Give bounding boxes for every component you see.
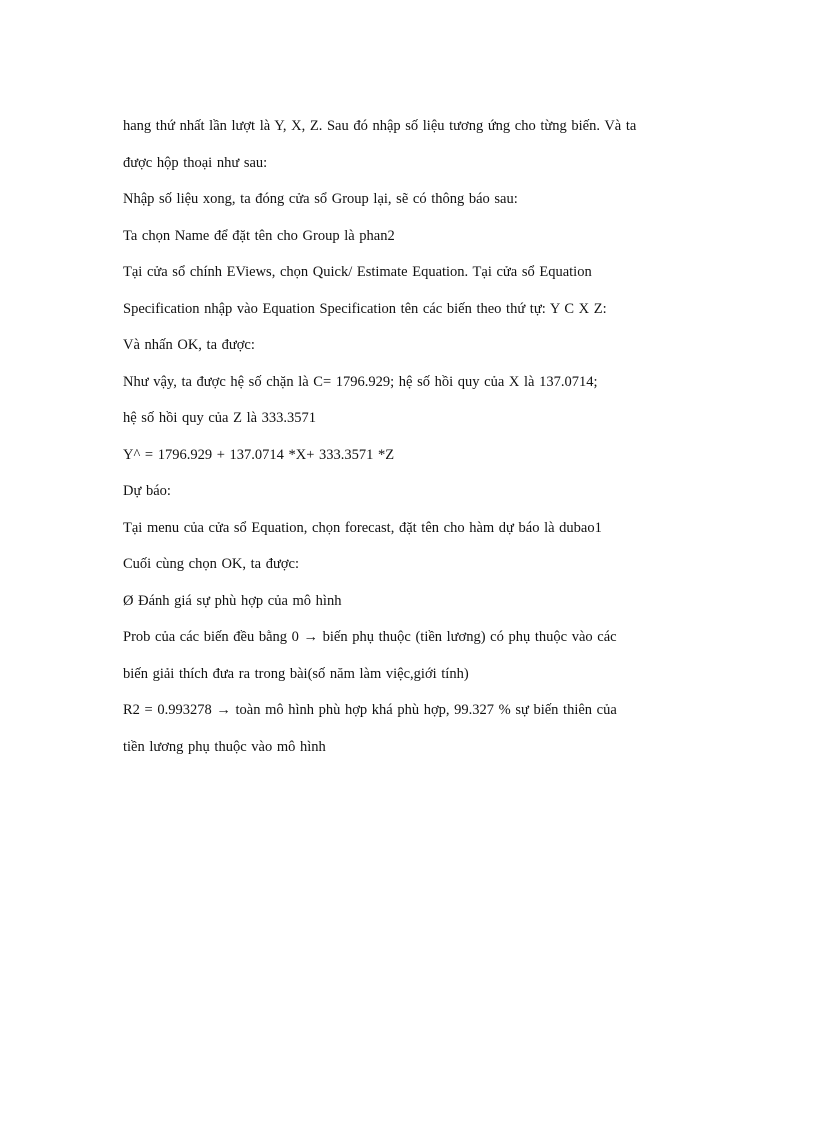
text-line: Specification nhập vào Equation Specification tên các biến theo thứ tự: Y C X Z:: [123, 300, 607, 317]
text-line: hang thứ nhất lần lượt là Y, X, Z. Sau đó nhập số liệu tương ứng cho từng biến. Và ta: [123, 118, 637, 134]
section-heading: Dự báo:: [123, 483, 171, 499]
text-line: Và nhấn OK, ta được:: [123, 337, 255, 353]
text-line: hệ số hồi quy của Z là 333.3571: [123, 410, 317, 426]
text-line: Tại menu của cửa sổ Equation, chọn forecast, đặt tên cho hàm dự báo là dubao1: [123, 519, 602, 536]
text-line: R2 = 0.993278 → toàn mô hình phù hợp khá phù hợp, 99.327 % sự biến thiên của: [123, 702, 617, 718]
document-body: [123, 114, 703, 771]
text-line: tiền lương phụ thuộc vào mô hình: [123, 738, 326, 755]
text-line: Tại cửa sổ chính EViews, chọn Quick/ Estimate Equation. Tại cửa sổ Equation: [123, 264, 592, 280]
text-line: biến giải thích đưa ra trong bài(số năm làm việc,giới tính): [123, 665, 469, 682]
text-line: Prob của các biến đều bằng 0 → biến phụ thuộc (tiền lương) có phụ thuộc vào các: [123, 629, 617, 645]
equation-line: Y^ = 1796.929 + 137.0714 *X+ 333.3571 *Z: [123, 446, 395, 463]
text-line: Cuối cùng chọn OK, ta được:: [123, 556, 299, 572]
bullet-heading: Ø Đánh giá sự phù hợp của mô hình: [123, 592, 342, 609]
text-line: Nhập số liệu xong, ta đóng cửa sổ Group lại, sẽ có thông báo sau:: [123, 191, 518, 207]
text-line: được hộp thoại như sau:: [123, 154, 268, 171]
text-line: Ta chọn Name để đặt tên cho Group là phan2: [123, 227, 395, 244]
text-line: Như vậy, ta được hệ số chặn là C= 1796.929; hệ số hồi quy của X là 137.0714;: [123, 373, 598, 390]
